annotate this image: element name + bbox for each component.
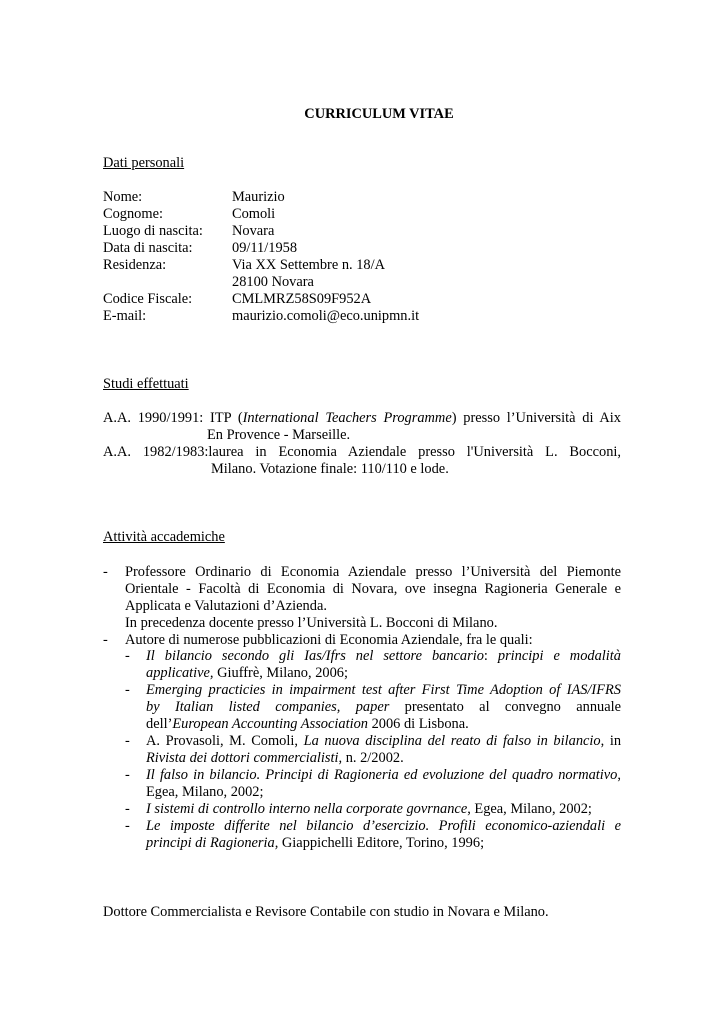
study-entry-line: Milano. Votazione finale: 110/110 e lode. xyxy=(211,461,449,477)
document-title: CURRICULUM VITAE xyxy=(304,106,454,122)
publication-line: by Italian listed companies, paper presentato al convegno annuale xyxy=(146,699,621,715)
academic-text-line: Professore Ordinario di Economia Aziendale presso l’Università del Piemonte xyxy=(125,564,621,580)
field-label: E-mail: xyxy=(103,308,147,324)
field-label: Data di nascita: xyxy=(103,240,193,256)
study-entry-line: En Provence - Marseille. xyxy=(207,427,351,443)
study-entry-line: A.A. 1982/1983:laurea in Economia Aziendale presso l'Università L. Bocconi, xyxy=(103,444,621,460)
list-dash: - xyxy=(103,564,108,580)
field-value: CMLMRZ58S09F952A xyxy=(232,291,372,307)
field-label: Codice Fiscale: xyxy=(103,291,193,307)
field-label: Residenza: xyxy=(103,257,167,273)
publication-line: Le imposte differite nel bilancio d’esercizio. Profili economico-aziendali e xyxy=(146,818,621,834)
field-value: 09/11/1958 xyxy=(232,240,298,256)
footer-note: Dottore Commercialista e Revisore Contabile con studio in Novara e Milano. xyxy=(103,904,549,920)
academic-text-line: In precedenza docente presso l’Università L. Bocconi di Milano. xyxy=(125,615,498,631)
publication-line: A. Provasoli, M. Comoli, La nuova disciplina del reato di falso in bilancio, in xyxy=(146,733,622,749)
publication-line: Il bilancio secondo gli Ias/Ifrs nel settore bancario: principi e modalità xyxy=(146,648,621,664)
publication-dash: - xyxy=(125,818,130,834)
field-value: Comoli xyxy=(232,206,276,222)
publication-dash: - xyxy=(125,767,130,783)
field-label: Nome: xyxy=(103,189,143,205)
publication-line: principi di Ragioneria, Giappichelli Editore, Torino, 1996; xyxy=(146,835,485,851)
field-value: maurizio.comoli@eco.unipmn.it xyxy=(232,308,420,324)
publication-dash: - xyxy=(125,648,130,664)
publication-dash: - xyxy=(125,682,130,698)
publication-line: I sistemi di controllo interno nella corporate govrnance, Egea, Milano, 2002; xyxy=(146,801,592,817)
academic-text-line: Orientale - Facoltà di Economia di Novara, ove insegna Ragioneria Generale e xyxy=(125,581,621,597)
section-heading-academic: Attività accademiche xyxy=(103,529,225,545)
list-dash: - xyxy=(103,632,108,648)
field-value: Maurizio xyxy=(232,189,285,205)
publication-line: Il falso in bilancio. Principi di Ragioneria ed evoluzione del quadro normativo, xyxy=(146,767,621,783)
publication-line: Rivista dei dottori commercialisti, n. 2/2002. xyxy=(146,750,404,766)
field-value: Novara xyxy=(232,223,275,239)
field-value: Via XX Settembre n. 18/A xyxy=(232,257,386,273)
section-heading-personal: Dati personali xyxy=(103,155,185,171)
publication-dash: - xyxy=(125,801,130,817)
academic-text-line: Applicata e Valutazioni d’Azienda. xyxy=(125,598,327,614)
publication-line: Egea, Milano, 2002; xyxy=(146,784,264,800)
publication-line: applicative, Giuffrè, Milano, 2006; xyxy=(146,665,348,681)
section-heading-studies: Studi effettuati xyxy=(103,376,189,392)
publication-line: dell’European Accounting Association 2006 di Lisbona. xyxy=(146,716,469,732)
field-label: Cognome: xyxy=(103,206,163,222)
publication-dash: - xyxy=(125,733,130,749)
study-entry-line: A.A. 1990/1991: ITP (International Teachers Programme) presso l’Università di Aix xyxy=(103,410,621,426)
academic-text-line: Autore di numerose pubblicazioni di Economia Aziendale, fra le quali: xyxy=(125,632,533,648)
publication-line: Emerging practicies in impairment test after First Time Adoption of IAS/IFRS xyxy=(146,682,621,698)
field-value: 28100 Novara xyxy=(232,274,314,290)
field-label: Luogo di nascita: xyxy=(103,223,203,239)
